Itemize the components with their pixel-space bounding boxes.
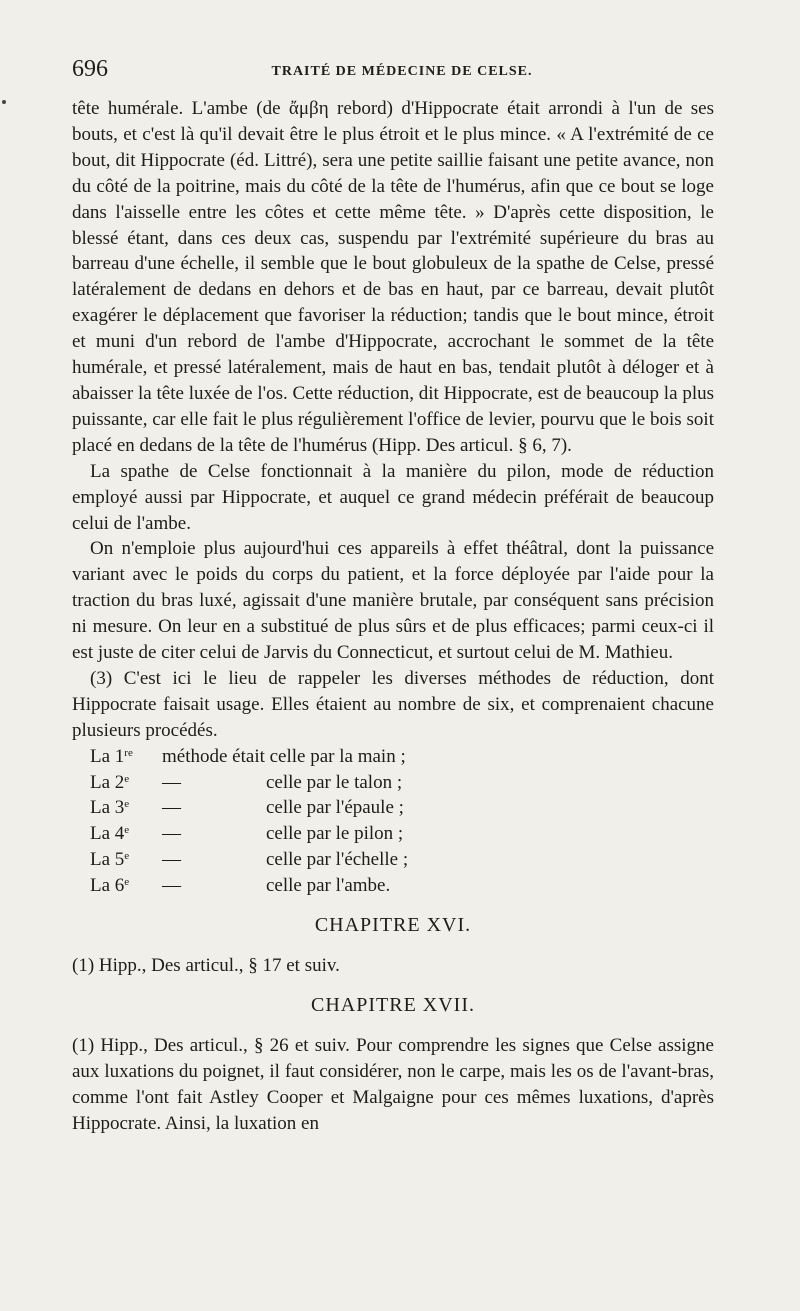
ditto-dash: — (162, 771, 181, 793)
list-item (72, 795, 714, 821)
chapter-16-heading: CHAPITRE XVI. (314, 914, 472, 937)
method-ordinal: La 2e (90, 771, 130, 793)
chapter-16-note: (1) Hipp., Des articul., § 17 et suiv. (72, 955, 340, 976)
method-ordinal: La 4e (90, 823, 130, 845)
paragraph-3: On n'emploie plus aujourd'hui ces appareils à effet théâtral, dont la puissance variant avec le poids du corps du patient, et la force déployée par l'aide pour la traction du bras luxé, agissait d'une manière brutale, par conséquent sans précision ni mesure. On leur en a substitué de plus sûrs et de plus efficaces; parmi ceux-ci il est juste de citer celui de Jarvis du Connecticut, et surtout celui de M. Mathieu. (72, 538, 714, 664)
list-item (72, 873, 714, 899)
method-ordinal: La 1re (90, 745, 133, 767)
method-text: celle par le pilon ; (266, 823, 404, 845)
footnote-3: (3) C'est ici le lieu de rappeler les diverses méthodes de réduction, dont Hippocrate faisait usage. Elles étaient au nombre de six, et comprenaient chacune plusieurs procédés. (72, 667, 714, 741)
method-text: celle par le talon ; (266, 771, 403, 793)
page-number: 696 (72, 56, 108, 82)
method-ordinal: La 3e (90, 797, 130, 819)
body-text (72, 96, 714, 1136)
methods-list (72, 744, 714, 899)
method-text: celle par l'ambe. (266, 875, 391, 897)
ditto-dash: — (162, 875, 181, 897)
method-ordinal: La 6e (90, 875, 130, 897)
method-ordinal: La 5e (90, 849, 130, 871)
paragraph-2: La spathe de Celse fonctionnait à la manière du pilon, mode de réduction employé aussi par Hippocrate, et auquel ce grand médecin préférait de beaucoup celui de l'ambe. (72, 460, 714, 534)
method-text: celle par l'épaule ; (266, 797, 404, 819)
ditto-dash: — (162, 823, 181, 845)
list-item (72, 744, 714, 770)
list-item (72, 821, 714, 847)
list-item (72, 847, 714, 873)
chapter-17-note: (1) Hipp., Des articul., § 26 et suiv. Pour comprendre les signes que Celse assigne aux luxations du poignet, il faut considérer, non le carpe, mais les os de l'avant-bras, comme l'ont fait Astley Cooper et Malgaigne pour ces mêmes luxations, d'après Hippocrate. Ainsi, la luxation en (72, 1034, 714, 1134)
page-edge-mark (0, 94, 10, 104)
method-text: méthode était celle par la main ; (162, 745, 406, 767)
paragraph-1: tête humérale. L'ambe (de ἄμβη rebord) d'Hippocrate était arrondi à l'un de ses bouts, et c'est là qu'il devait être le plus étroit et le plus mince. « A l'extrémité de ce bout, dit Hippocrate (éd. Littré), sera une petite saillie faisant une petite avance, non du côté de la poitrine, mais du côté de la tête de l'humérus, afin que ce bout se loge dans l'aisselle entre les côtes et cette même tête. » D'après cette disposition, le blessé étant, dans ces deux cas, suspendu par l'extrémité supérieure du bras au barreau d'une échelle, il semble que le bout globuleux de la spathe de Celse, pressé latéralement de dedans en dehors et de bas en haut, par ce barreau, devait plutôt exagérer le déplacement que favoriser la réduction; tandis que le bout mince, étroit et muni d'un rebord de l'ambe d'Hippocrate, accrochant le sommet de la tête humérale, et pressé latéralement, mais de haut en bas, tendait plutôt à déloger et à abaisser la tête luxée de l'os. Cette réduction, dit Hippocrate, est de beaucoup la plus puissante, car elle fait le plus régulièrement l'office de levier, pourvu que le bois soit placé en dedans de la tête de l'humérus (Hipp. Des articul. § 6, 7). (72, 98, 714, 456)
running-title: TRAITÉ DE MÉDECINE DE CELSE. (271, 64, 533, 79)
list-item (72, 770, 714, 796)
chapter-17-heading: CHAPITRE XVII. (311, 993, 475, 1016)
ditto-dash: — (162, 849, 181, 871)
method-text: celle par l'échelle ; (266, 849, 409, 871)
ditto-dash: — (162, 797, 181, 819)
page-header (72, 56, 732, 90)
